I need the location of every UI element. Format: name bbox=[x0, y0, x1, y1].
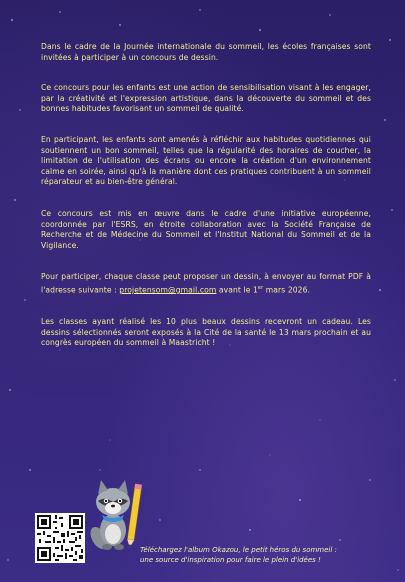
submission-instructions: Pour participer, chaque classe peut proposer un dessin, à envoyer au format PDF à l'adresse suivante : bbox=[41, 272, 371, 295]
album-promotion bbox=[140, 545, 390, 565]
paragraph-intro: Dans le cadre de la Journée internationale du sommeil, les écoles françaises sont invitées à participer à un concours de dessin. bbox=[41, 42, 371, 62]
contact-email-link[interactable]: projetensom@gmail.com bbox=[119, 285, 217, 295]
paragraph-purpose: Ce concours pour les enfants est une action de sensibilisation visant à les engager, par la créativité et l'expression artistique, dans la découverte du sommeil et des bonnes habitudes favorisant un sommeil de qualité. bbox=[41, 83, 371, 114]
main-text bbox=[41, 42, 371, 349]
qr-code-icon[interactable] bbox=[35, 513, 85, 563]
deadline-prefix: avant le 1 bbox=[216, 285, 258, 295]
album-promotion-line-1: Téléchargez l'album Okazou, le petit héros du sommeil : bbox=[140, 546, 337, 554]
deadline-ordinal: er bbox=[257, 284, 264, 291]
paragraph-how-to-participate bbox=[41, 272, 371, 296]
deadline-date: mars 2026. bbox=[263, 285, 311, 295]
paragraph-partners: Ce concours est mis en œuvre dans le cadre d'une initiative européenne, coordonnée par l'ESRS, en étroite collaboration avec la Société Française de Recherche et de Médecine du Sommeil et l'Institut National du Sommeil et de la Vigilance. bbox=[41, 208, 371, 250]
album-promotion-line-2: une source d'inspiration pour faire le plein d'idées ! bbox=[140, 556, 321, 564]
raccoon-mascot-illustration bbox=[85, 468, 147, 554]
paragraph-participation: En participant, les enfants sont amenés à réfléchir aux habitudes quotidiennes qui soutiennent un bon sommeil, telles que la régularité des horaires de coucher, la limitation de l'utilisation des écrans ou encore la création d'un environnement calme en soirée, ainsi qu'à la manière dont ces pratiques contribuent à un sommeil réparateur et au bien-être général. bbox=[41, 134, 371, 187]
paragraph-prizes: Les classes ayant réalisé les 10 plus beaux dessins recevront un cadeau. Les dessins sélectionnés seront exposés à la Cité de la santé le 13 mars prochain et au congrès européen du sommeil à Maastricht ! bbox=[41, 317, 371, 348]
